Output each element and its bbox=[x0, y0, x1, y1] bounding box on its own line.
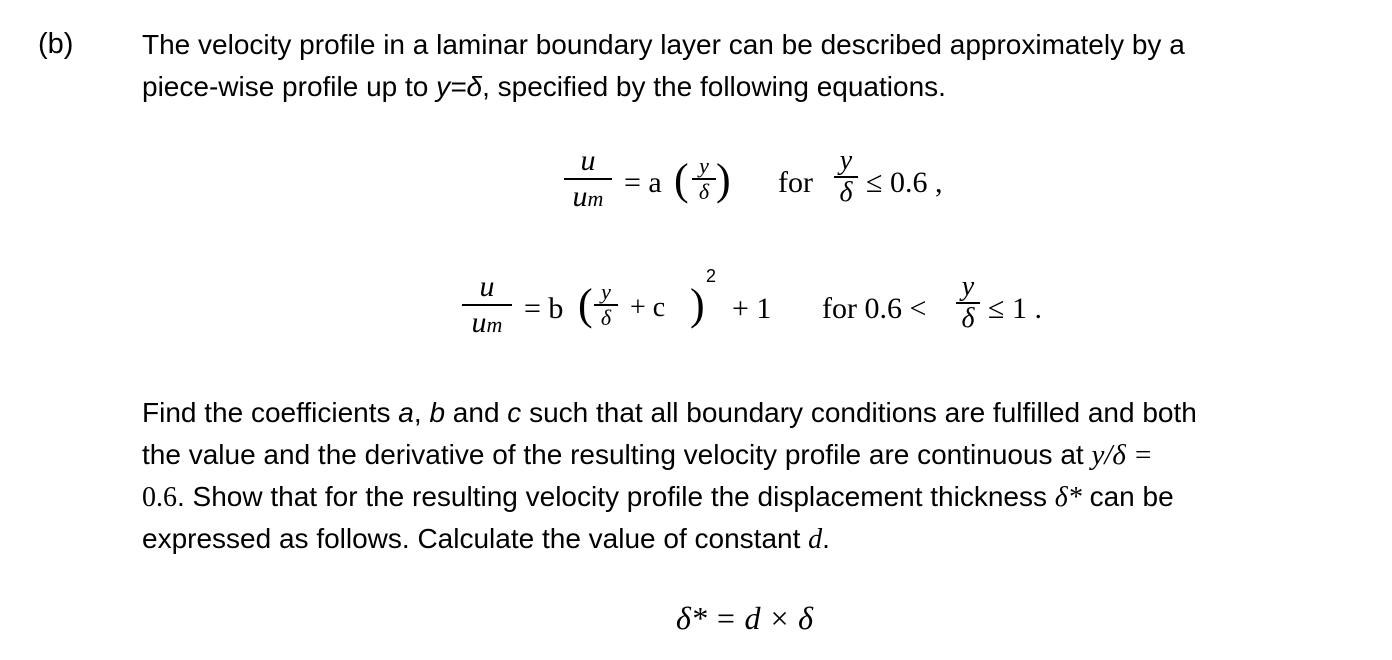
final-equation: δ* = d × δ bbox=[676, 600, 813, 636]
eq1-condition-rhs: ≤ 0.6 , bbox=[866, 166, 943, 199]
body-line-1: Find the coefficients a, b and c such that all boundary conditions are fulfilled and both bbox=[142, 397, 1197, 428]
intro-line-1: The velocity profile in a laminar boundary layer can be described approximately by a bbox=[142, 29, 1185, 60]
eq1-left-paren: ( bbox=[674, 155, 689, 204]
eq1-equals-a: = a bbox=[624, 166, 662, 199]
eq1-lhs-fraction: u um bbox=[564, 144, 612, 219]
eq2-equals-b: = b bbox=[524, 292, 564, 325]
intro-line-2: piece-wise profile up to y=δ, specified by the following equations. bbox=[142, 71, 946, 102]
eq1-condition-for: for bbox=[778, 166, 813, 199]
eq1-condition-fraction: y δ bbox=[834, 146, 858, 208]
eq2-condition-rhs: ≤ 1 . bbox=[988, 292, 1042, 325]
body-line-4: expressed as follows. Calculate the value of constant d. bbox=[142, 523, 830, 555]
eq2-left-paren: ( bbox=[578, 280, 593, 329]
eq2-plus-one: + 1 bbox=[732, 292, 772, 325]
body-line-2: the value and the derivative of the resulting velocity profile are continuous at y/δ = bbox=[142, 439, 1153, 471]
eq2-exponent: 2 bbox=[706, 266, 717, 286]
eq1-inner-fraction: y δ bbox=[692, 154, 716, 204]
eq2-condition-fraction: y δ bbox=[956, 272, 980, 334]
eq2-lhs-fraction: u um bbox=[462, 270, 512, 345]
part-label: (b) bbox=[38, 28, 74, 60]
body-line-3: 0.6. Show that for the resulting velocity profile the displacement thickness δ* can be bbox=[142, 481, 1174, 513]
eq2-plus-c: + c bbox=[630, 292, 666, 323]
eq1-right-paren: ) bbox=[716, 155, 731, 204]
eq2-condition-for: for 0.6 < bbox=[822, 292, 927, 325]
eq2-right-paren: ) bbox=[690, 280, 705, 329]
eq2-inner-fraction: y δ bbox=[594, 280, 618, 330]
